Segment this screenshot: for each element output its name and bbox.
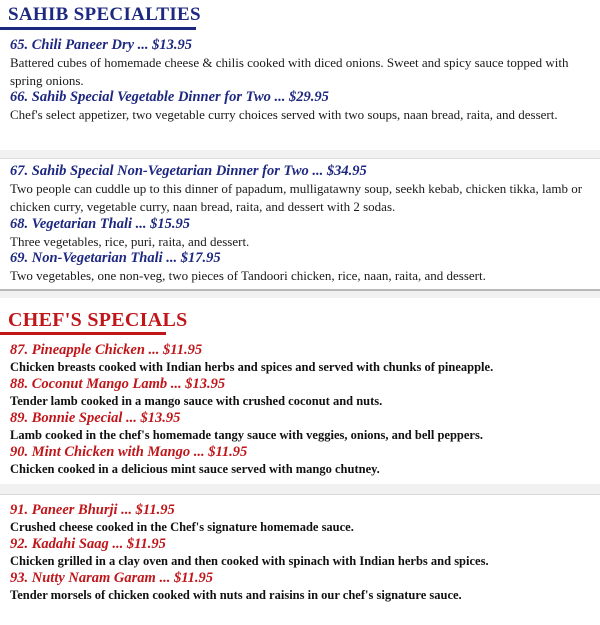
menu-item-title: 88. Coconut Mango Lamb ... $13.95 xyxy=(10,376,226,392)
menu-item xyxy=(10,410,595,445)
heading-underline xyxy=(0,332,166,335)
heading-underline xyxy=(0,27,196,30)
menu-item-description: Three vegetables, rice, puri, raita, and dessert. xyxy=(10,234,250,249)
menu-item-description: Chicken breasts cooked with Indian herbs and spices and served with chunks of pineapple. xyxy=(10,360,494,374)
menu-item-description: Two vegetables, one non-veg, two pieces of Tandoori chicken, rice, naan, raita, and dessert. xyxy=(10,268,486,283)
menu-item-description: Two people can cuddle up to this dinner of papadum, mulligatawny soup, seekh kebab, chicken tikka, lamb or chicken curry, vegetable curry, naan bread, raita, and dessert with 2 sodas. xyxy=(10,181,583,214)
menu-item-description: Battered cubes of homemade cheese & chilis cooked with diced onions. Sweet and spicy sauce topped with spring onions. xyxy=(10,55,569,88)
menu-item-description: Chicken cooked in a delicious mint sauce served with mango chutney. xyxy=(10,462,380,476)
divider xyxy=(0,150,600,158)
menu-item-title: 68. Vegetarian Thali ... $15.95 xyxy=(10,216,191,232)
section-heading-chefs-specials: CHEF'S SPECIALS xyxy=(8,309,188,331)
divider xyxy=(0,484,600,494)
menu-item xyxy=(10,376,595,411)
menu-item-title: 69. Non-Vegetarian Thali ... $17.95 xyxy=(10,250,221,266)
menu-item-title: 65. Chili Paneer Dry ... $13.95 xyxy=(10,37,193,53)
menu-item xyxy=(10,250,595,285)
menu-item-title: 91. Paneer Bhurji ... $11.95 xyxy=(10,502,175,518)
menu-item xyxy=(10,536,595,571)
menu-item-description: Crushed cheese cooked in the Chef's signature homemade sauce. xyxy=(10,520,354,534)
menu-item-title: 90. Mint Chicken with Mango ... $11.95 xyxy=(10,444,248,460)
menu-item-description: Lamb cooked in the chef's homemade tangy sauce with veggies, onions, and bell peppers. xyxy=(10,428,483,442)
menu-item xyxy=(10,444,595,479)
menu-item-description: Tender morsels of chicken cooked with nuts and raisins in our chef's signature sauce. xyxy=(10,588,462,602)
menu-item xyxy=(10,163,595,215)
menu-item-title: 67. Sahib Special Non-Vegetarian Dinner for Two ... $34.95 xyxy=(10,163,367,179)
menu-item-title: 93. Nutty Naram Garam ... $11.95 xyxy=(10,570,214,586)
menu-item-description: Chef's select appetizer, two vegetable curry choices served with two soups, naan bread, raita, and dessert. xyxy=(10,107,558,122)
menu-item-title: 66. Sahib Special Vegetable Dinner for Two ... $29.95 xyxy=(10,89,329,105)
menu-item xyxy=(10,37,595,89)
menu-item xyxy=(10,216,595,251)
menu-item-title: 87. Pineapple Chicken ... $11.95 xyxy=(10,342,203,358)
menu-item-description: Tender lamb cooked in a mango sauce with crushed coconut and nuts. xyxy=(10,394,383,408)
section-heading-sahib-specialties: SAHIB SPECIALTIES xyxy=(8,4,201,25)
menu-item-title: 92. Kadahi Saag ... $11.95 xyxy=(10,536,166,552)
menu-item xyxy=(10,342,595,377)
menu-item-title: 89. Bonnie Special ... $13.95 xyxy=(10,410,181,426)
menu-item xyxy=(10,89,595,124)
menu-item xyxy=(10,570,595,605)
menu-item xyxy=(10,502,595,537)
menu-item-description: Chicken grilled in a clay oven and then cooked with spinach with Indian herbs and spices. xyxy=(10,554,489,568)
